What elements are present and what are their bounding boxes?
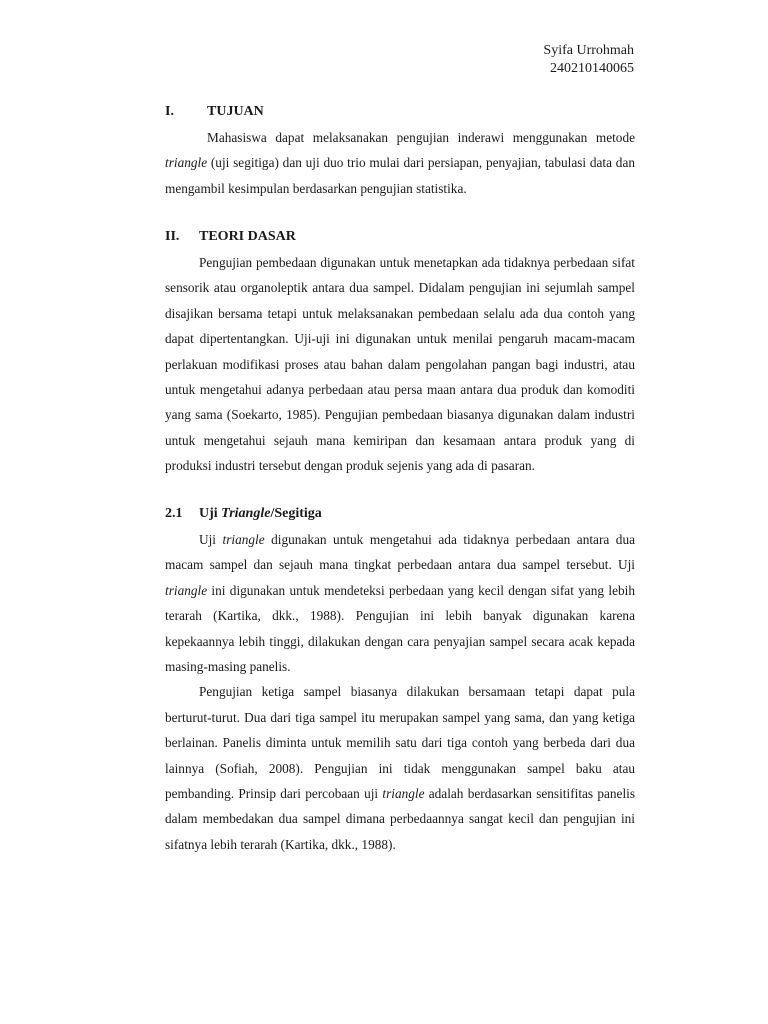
section-title: TUJUAN	[207, 104, 264, 119]
student-id: 240210140065	[550, 61, 634, 76]
tujuan-paragraph: Mahasiswa dapat melaksanakan pengujian inderawi menggunakan metode triangle (uji segitiga) dan uji duo trio mulai dari persiapan, penyajian, tabulasi data dan mengambil kesimpulan berdasarkan pengujian statistika.	[165, 130, 635, 196]
subsection-heading: 2.1 Uji Triangle/Segitiga	[165, 506, 322, 521]
author-name: Syifa Urrohmah	[543, 43, 634, 58]
page-header	[543, 42, 634, 78]
teori-dasar-paragraph: Pengujian pembedaan digunakan untuk menetapkan ada tidaknya perbedaan sifat sensorik atau organoleptik antara dua sampel. Didalam pengujian ini sejumlah sampel disajikan bersama tetapi untuk melaksanakan pembedaan selalu ada dua contoh yang dapat dipertentangkan. Uji-uji ini digunakan untuk menilai pengaruh macam-macam perlakuan modifikasi proses atau bahan dalam pengolahan pangan bagi industri, atau untuk mengetahui adanya perbedaan atau persa maan antara dua produk dan komoditi yang sama (Soekarto, 1985). Pengujian pembedaan biasanya digunakan dalam industri untuk mengetahui sejauh mana kemiripan dan kesamaan antara produk yang di produksi industri tersebut dengan produk sejenis yang ada di pasaran.	[165, 255, 635, 474]
section-heading	[165, 228, 635, 246]
section-heading	[165, 103, 635, 121]
section-teori-dasar	[165, 228, 635, 479]
section-tujuan	[165, 103, 635, 201]
section-number: I.	[165, 104, 174, 119]
section-number: II.	[165, 229, 180, 244]
subsection-number: 2.1	[165, 506, 183, 521]
uji-triangle-paragraph-1: Uji triangle digunakan untuk mengetahui ada tidaknya perbedaan antara dua macam sampel dan sejauh mana tingkat perbedaan antara dua sampel tersebut. Uji triangle ini digunakan untuk mendeteksi perbedaan yang kecil dengan sifat yang lebih terarah (Kartika, dkk., 1988). Pengujian ini lebih banyak digunakan karena kepekaannya lebih tinggi, dilakukan dengan cara penyajian sampel secara acak kepada masing-masing panelis.	[165, 532, 635, 675]
subsection-uji-triangle	[165, 505, 635, 857]
section-title: TEORI DASAR	[199, 229, 296, 244]
uji-triangle-paragraph-2: Pengujian ketiga sampel biasanya dilakukan bersamaan tetapi dapat pula berturut-turut. Dua dari tiga sampel itu merupakan sampel yang sama, dan yang ketiga berlainan. Panelis diminta untuk memilih satu dari tiga contoh yang berbeda dari dua lainnya (Sofiah, 2008). Pengujian ini tidak menggunakan sampel baku atau pembanding. Prinsip dari percobaan uji triangle adalah berdasarkan sensitifitas panelis dalam membedakan dua sampel dimana perbedaannya sangat kecil dan pengujian ini sifatnya lebih terarah (Kartika, dkk., 1988).	[165, 684, 636, 852]
